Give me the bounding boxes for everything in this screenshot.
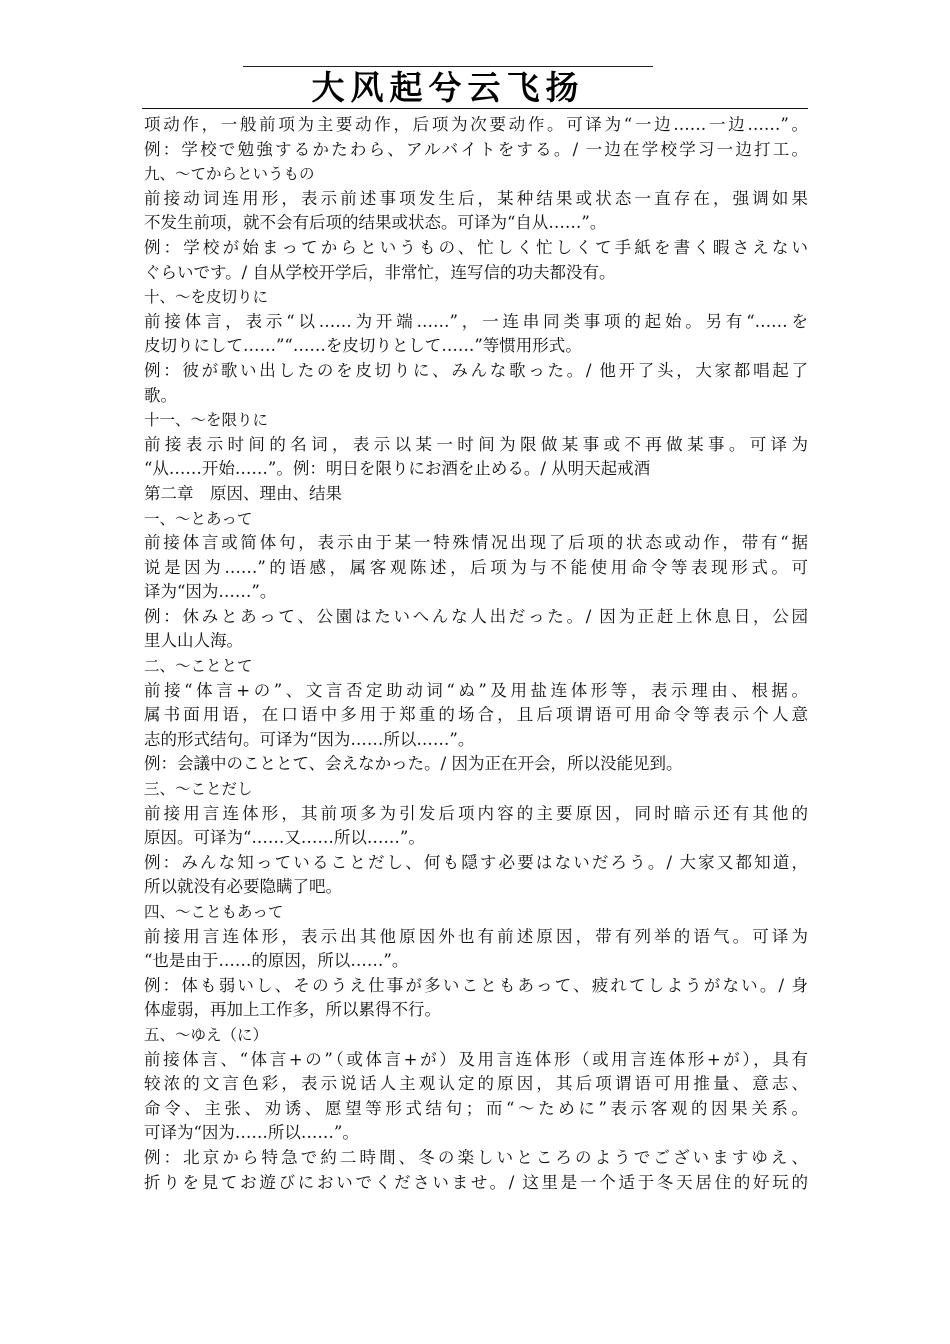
text-line: 所以就没有必要隐瞒了吧。 bbox=[144, 877, 342, 897]
text-line: 前接用言连体形，其前项多为引发后项内容的主要原因，同时暗示还有其他的 bbox=[144, 803, 808, 823]
text-line: “从……开始……”。例：明日を限りにお酒を止める。/ 从明天起戒酒 bbox=[144, 459, 651, 479]
text-line: “也是由于……的原因，所以……”。 bbox=[144, 951, 409, 971]
text-line: 志的形式结句。可译为“因为……所以……”。 bbox=[144, 729, 475, 749]
section-heading: 十、～を皮切りに bbox=[144, 288, 269, 307]
text-line: 例：北京から特急で約二時間、冬の楽しいところのようでございますゆえ、 bbox=[144, 1147, 808, 1167]
text-line: 例：休みとあって、公園はたいへんな人出だった。/ 因为正赶上休息日，公园 bbox=[144, 606, 808, 626]
text-line: 较浓的文言色彩，表示说话人主观认定的原因，其后项谓语可用推量、意志、 bbox=[144, 1074, 808, 1094]
text-line: 项动作，一般前项为主要动作，后项为次要动作。可译为“一边……一边……”。 bbox=[144, 115, 808, 134]
text-line: 例：みんな知っていることだし、何も隠す必要はないだろう。/ 大家又都知道， bbox=[144, 852, 808, 872]
text-line: 前接体言或简体句，表示由于某一特殊情况出现了后项的状态或动作，带有“据 bbox=[144, 533, 808, 553]
text-line: 说是因为……”的语感，属客观陈述，后项为与不能使用命令等表现形式。可 bbox=[144, 557, 808, 577]
text-line: 前接用言连体形，表示出其他原因外也有前述原因，带有列举的语气。可译为 bbox=[144, 926, 808, 946]
text-line: 例：会議中のこととて、会えなかった。/ 因为正在开会，所以没能见到。 bbox=[144, 754, 683, 774]
text-line: 可译为“因为……所以……”。 bbox=[144, 1123, 359, 1143]
text-line: 例：学校が始まってからというもの、忙しく忙しくて手紙を書く暇さえない bbox=[144, 237, 808, 257]
text-line: 属书面用语，在口语中多用于郑重的场合，且后项谓语可用命令等表示个人意 bbox=[144, 705, 808, 725]
section-heading: 九、～てからというもの bbox=[144, 165, 315, 184]
text-line: 折りを見てお遊びにおいでくださいませ。/ 这里是一个适于冬天居住的好玩的 bbox=[144, 1172, 808, 1192]
text-line: 原因。可译为“……又……所以……”。 bbox=[144, 828, 425, 848]
text-line: 译为“因为……”。 bbox=[144, 582, 277, 602]
header-banner-title: 大风起兮云飞扬 bbox=[311, 68, 585, 107]
document-body bbox=[144, 113, 808, 1195]
text-line: 前接体言，表示“以……为开端……”，一连串同类事项的起始。另有“……を bbox=[144, 311, 808, 331]
text-line: 例：体も弱いし、そのうえ仕事が多いこともあって、疲れてしようがない。/ 身 bbox=[144, 975, 808, 995]
text-line: ぐらいです。/ 自从学校开学后，非常忙，连写信的功夫都没有。 bbox=[144, 262, 616, 282]
text-line: 例：彼が歌い出したのを皮切りに、みんな歌った。/ 他开了头，大家都唱起了 bbox=[144, 360, 808, 380]
section-heading: 五、～ゆえ（に） bbox=[144, 1025, 269, 1044]
section-heading: 一、～とあって bbox=[144, 509, 253, 528]
section-heading: 四、～こともあって bbox=[144, 903, 284, 921]
header-bottom-rule bbox=[142, 108, 808, 109]
text-line: 皮切りにして……”“……を皮切りとして……”等惯用形式。 bbox=[144, 336, 582, 356]
text-line: 例：学校で勉強するかたわら、アルバイトをする。/ 一边在学校学习一边打工。 bbox=[144, 139, 808, 159]
section-heading: 十一、～を限りに bbox=[144, 411, 269, 430]
text-line: 里人山人海。 bbox=[144, 631, 243, 651]
text-line: 前接“体言+の”、文言否定助动词“ぬ”及用盐连体形等，表示理由、根据。 bbox=[144, 680, 808, 700]
text-line: 前接动词连用形，表示前述事项发生后，某种结果或状态一直存在，强调如果 bbox=[144, 188, 808, 208]
text-line: 前接体言、“体言+の”（或体言+が）及用言连体形（或用言连体形+が），具有 bbox=[144, 1049, 808, 1069]
section-heading: 三、～ことだし bbox=[144, 780, 253, 799]
text-line: 前接表示时间的名词，表示以某一时间为限做某事或不再做某事。可译为 bbox=[144, 434, 808, 454]
text-line: 不发生前项，就不会有后项的结果或状态。可译为“自从……”。 bbox=[144, 213, 607, 233]
section-heading: 二、～こととて bbox=[144, 657, 253, 676]
text-line: 体虚弱，再加上工作多，所以累得不行。 bbox=[144, 1000, 441, 1020]
text-line: 歌。 bbox=[144, 385, 177, 405]
text-line: 命令、主张、劝诱、愿望等形式结句；而“～ために”表示客观的因果关系。 bbox=[144, 1098, 808, 1118]
text-line: 第二章 原因、理由、结果 bbox=[144, 483, 342, 503]
